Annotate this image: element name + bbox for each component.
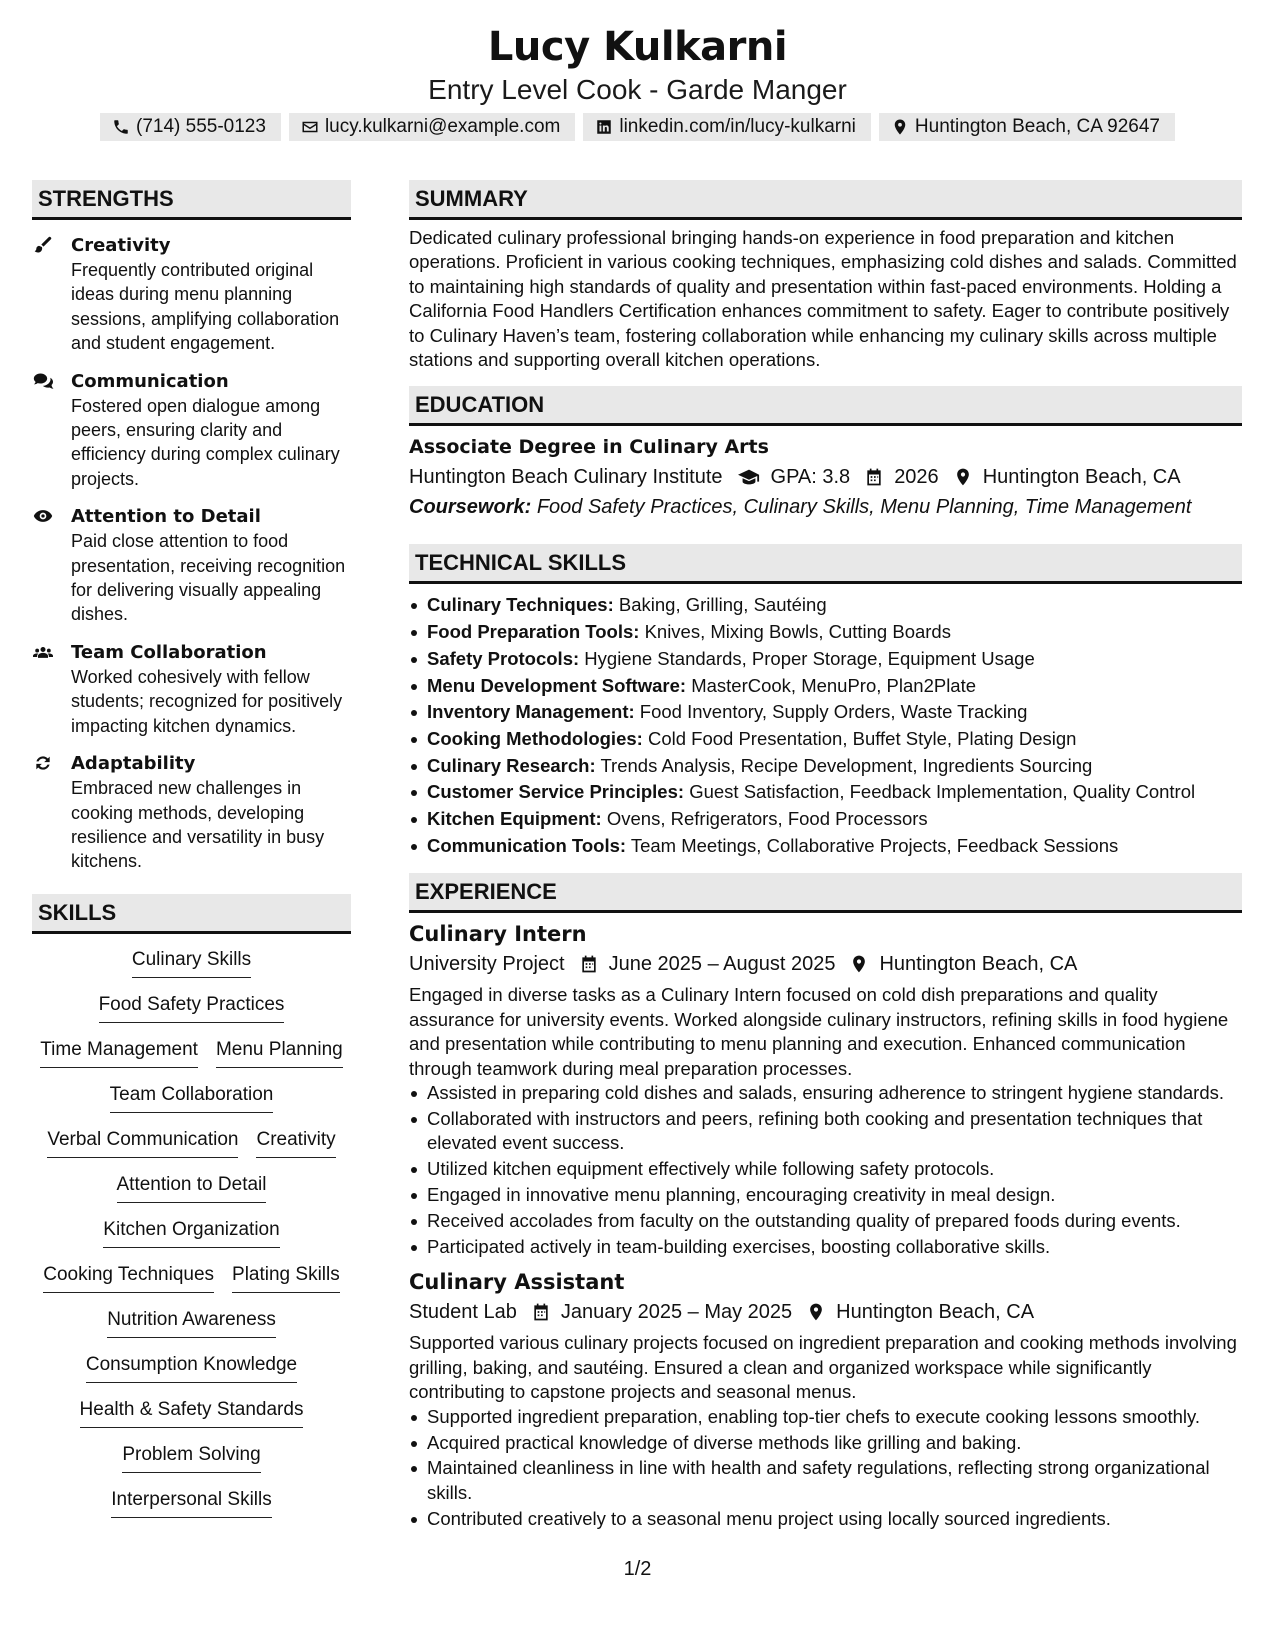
school-name: Huntington Beach Culinary Institute bbox=[409, 466, 723, 489]
job-meta bbox=[409, 949, 1242, 979]
gpa-text: GPA: 3.8 bbox=[770, 466, 851, 489]
left-column bbox=[32, 180, 351, 1533]
school-location: Huntington Beach, CA bbox=[982, 466, 1181, 489]
list-item: Utilized kitchen equipment effectively while following safety protocols. bbox=[409, 1157, 1242, 1181]
strength-title: Communication bbox=[71, 370, 229, 392]
list-item: Maintained cleanliness in line with health and safety regulations, reflecting strong organizational skills. bbox=[409, 1456, 1242, 1505]
skill-tag: Food Safety Practices bbox=[99, 993, 285, 1023]
calendar-icon bbox=[579, 954, 599, 974]
candidate-name: Lucy Kulkarni bbox=[487, 24, 788, 70]
phone-text: (714) 555-0123 bbox=[136, 116, 266, 137]
skill-value: MasterCook, MenuPro, Plan2Plate bbox=[691, 674, 977, 696]
skill-tag: Culinary Skills bbox=[132, 948, 251, 978]
skill-label: Food Preparation Tools: bbox=[427, 621, 640, 643]
strength-title: Creativity bbox=[71, 235, 171, 256]
list-item bbox=[409, 833, 1242, 860]
education-heading: EDUCATION bbox=[409, 386, 1242, 426]
coursework bbox=[409, 492, 1242, 522]
skill-value: Knives, Mixing Bowls, Cutting Boards bbox=[644, 621, 951, 643]
job-description: Supported various culinary projects focused on ingredient preparation and cooking methods involving grilling, baking, and sautéing. Ensured a clean and organized workspace while significantly contributing to capstone projects and seasonal menus. bbox=[409, 1332, 1237, 1403]
job-bullets bbox=[409, 1081, 1242, 1259]
skill-tag: Team Collaboration bbox=[110, 1083, 274, 1113]
job-bullets bbox=[409, 1405, 1242, 1532]
education-meta bbox=[409, 462, 1242, 492]
job-title: Culinary Assistant bbox=[409, 1270, 625, 1295]
map-marker-icon bbox=[891, 118, 909, 136]
strength-item bbox=[32, 752, 351, 874]
list-item bbox=[409, 779, 1242, 806]
skill-label: Communication Tools: bbox=[427, 834, 627, 856]
linkedin-text: linkedin.com/in/lucy-kulkarni bbox=[619, 116, 856, 137]
skill-tag: Nutrition Awareness bbox=[107, 1308, 276, 1338]
contact-bar bbox=[0, 113, 1275, 141]
experience-heading: EXPERIENCE bbox=[409, 873, 1242, 913]
list-item: Received accolades from faculty on the outstanding quality of prepared foods during events. bbox=[409, 1209, 1242, 1233]
strengths-heading: STRENGTHS bbox=[32, 180, 351, 220]
job-location: Huntington Beach, CA bbox=[836, 1301, 1035, 1324]
strength-desc: Worked cohesively with fellow students; recognized for positively impacting kitchen dynamics. bbox=[71, 666, 343, 736]
skill-tag: Kitchen Organization bbox=[103, 1218, 279, 1248]
job-entry bbox=[409, 919, 1242, 1259]
skill-tag: Verbal Communication bbox=[47, 1128, 238, 1158]
skill-label: Inventory Management: bbox=[427, 701, 635, 723]
list-item: Contributed creatively to a seasonal menu project using locally sourced ingredients. bbox=[409, 1507, 1242, 1531]
strength-desc: Embraced new challenges in cooking methods, developing resilience and versatility in busy kitchens. bbox=[71, 778, 325, 872]
skill-value: Ovens, Refrigerators, Food Processors bbox=[606, 808, 928, 830]
contact-location bbox=[879, 113, 1175, 141]
coursework-label: Coursework: bbox=[409, 496, 532, 519]
skill-value: Baking, Grilling, Sautéing bbox=[618, 594, 827, 616]
job-dates: June 2025 – August 2025 bbox=[608, 953, 836, 976]
skill-label: Customer Service Principles: bbox=[427, 781, 685, 803]
skill-value: Hygiene Standards, Proper Storage, Equipment Usage bbox=[584, 647, 1035, 669]
job-title: Culinary Intern bbox=[409, 922, 587, 947]
contact-phone[interactable] bbox=[100, 113, 281, 141]
strength-title: Adaptability bbox=[71, 753, 196, 775]
skill-value: Food Inventory, Supply Orders, Waste Tracking bbox=[639, 701, 1028, 723]
graduation-cap-icon bbox=[737, 466, 761, 488]
strength-item bbox=[32, 641, 351, 738]
coursework-list: Food Safety Practices, Culinary Skills, Menu Planning, Time Management bbox=[536, 496, 1192, 519]
list-item bbox=[409, 806, 1242, 833]
skill-tag: Plating Skills bbox=[232, 1263, 340, 1293]
list-item bbox=[409, 753, 1242, 780]
technical-skills-list bbox=[409, 592, 1242, 859]
list-item bbox=[409, 726, 1242, 753]
right-column bbox=[409, 180, 1242, 1533]
skill-tag: Time Management bbox=[40, 1038, 198, 1068]
job-meta bbox=[409, 1297, 1242, 1327]
list-item: Collaborated with instructors and peers, refining both cooking and presentation techniques that elevated event success. bbox=[409, 1107, 1242, 1156]
skill-tag: Interpersonal Skills bbox=[111, 1488, 272, 1518]
list-item: Participated actively in team-building exercises, boosting collaborative skills. bbox=[409, 1235, 1242, 1259]
skill-tag: Health & Safety Standards bbox=[80, 1398, 304, 1428]
envelope-icon bbox=[301, 118, 319, 136]
skill-label: Safety Protocols: bbox=[427, 647, 580, 669]
map-marker-icon bbox=[953, 467, 973, 487]
skill-label: Cooking Methodologies: bbox=[427, 727, 643, 749]
skill-tag: Consumption Knowledge bbox=[86, 1353, 297, 1383]
skill-tag: Creativity bbox=[256, 1128, 335, 1158]
comments-icon bbox=[32, 371, 54, 391]
location-text: Huntington Beach, CA 92647 bbox=[914, 116, 1160, 137]
linkedin-icon bbox=[595, 118, 613, 136]
list-item bbox=[409, 619, 1242, 646]
skill-label: Kitchen Equipment: bbox=[427, 808, 602, 830]
users-icon bbox=[32, 642, 54, 662]
job-org: Student Lab bbox=[409, 1301, 517, 1324]
skill-label: Culinary Research: bbox=[427, 754, 596, 776]
list-item: Engaged in innovative menu planning, encouraging creativity in meal design. bbox=[409, 1183, 1242, 1207]
calendar-icon bbox=[864, 467, 884, 487]
degree-name: Associate Degree in Culinary Arts bbox=[409, 436, 769, 459]
map-marker-icon bbox=[806, 1302, 826, 1322]
skill-value: Guest Satisfaction, Feedback Implementation, Quality Control bbox=[689, 781, 1196, 803]
list-item bbox=[409, 646, 1242, 673]
skill-value: Team Meetings, Collaborative Projects, Feedback Sessions bbox=[630, 834, 1119, 856]
skill-tag: Attention to Detail bbox=[117, 1173, 267, 1203]
summary-heading: SUMMARY bbox=[409, 180, 1242, 220]
list-item bbox=[409, 673, 1242, 700]
technical-skills-heading: TECHNICAL SKILLS bbox=[409, 544, 1242, 584]
phone-icon bbox=[112, 118, 130, 136]
calendar-icon bbox=[531, 1302, 551, 1322]
job-title-heading: Entry Level Cook - Garde Manger bbox=[428, 74, 847, 105]
job-org: University Project bbox=[409, 953, 565, 976]
contact-email[interactable] bbox=[289, 113, 575, 141]
skill-tag: Cooking Techniques bbox=[43, 1263, 214, 1293]
eye-icon bbox=[32, 506, 54, 526]
list-item: Assisted in preparing cold dishes and salads, ensuring adherence to stringent hygiene standards. bbox=[409, 1081, 1242, 1105]
list-item bbox=[409, 592, 1242, 619]
job-entry bbox=[409, 1267, 1242, 1531]
strength-title: Team Collaboration bbox=[71, 641, 267, 663]
email-text: lucy.kulkarni@example.com bbox=[324, 116, 561, 137]
skills-cloud bbox=[32, 948, 351, 1533]
list-item: Supported ingredient preparation, enabling top-tier chefs to execute cooking lessons smoothly. bbox=[409, 1405, 1242, 1429]
strength-item bbox=[32, 234, 351, 356]
map-marker-icon bbox=[849, 954, 869, 974]
skill-value: Cold Food Presentation, Buffet Style, Plating Design bbox=[647, 727, 1077, 749]
list-item bbox=[409, 699, 1242, 726]
strength-item bbox=[32, 505, 351, 627]
list-item: Acquired practical knowledge of diverse methods like grilling and baking. bbox=[409, 1431, 1242, 1455]
job-description: Engaged in diverse tasks as a Culinary Intern focused on cold dish preparations and quality assurance for university events. Worked alongside culinary instructors, refining skills in food hygiene and presentation while contributing to menu planning and execution. Enhanced communication through teamwork during meal preparation processes. bbox=[409, 984, 1229, 1079]
strength-desc: Paid close attention to food presentation, receiving recognition for delivering visually appealing dishes. bbox=[71, 531, 346, 625]
skill-label: Culinary Techniques: bbox=[427, 594, 614, 616]
strength-title: Attention to Detail bbox=[71, 506, 261, 528]
job-dates: January 2025 – May 2025 bbox=[560, 1301, 793, 1324]
skill-tag: Problem Solving bbox=[122, 1443, 260, 1473]
skills-heading: SKILLS bbox=[32, 894, 351, 934]
strength-desc: Fostered open dialogue among peers, ensuring clarity and efficiency during complex culinary projects. bbox=[71, 395, 340, 489]
sync-icon bbox=[32, 753, 54, 773]
strength-item bbox=[32, 370, 351, 492]
page-number: 1/2 bbox=[623, 1558, 652, 1580]
skill-label: Menu Development Software: bbox=[427, 674, 687, 696]
strength-desc: Frequently contributed original ideas during menu planning sessions, amplifying collaboration and student engagement. bbox=[71, 260, 340, 354]
paintbrush-icon bbox=[32, 235, 54, 255]
contact-linkedin[interactable] bbox=[583, 113, 871, 141]
skill-tag: Menu Planning bbox=[216, 1038, 343, 1068]
summary-text: Dedicated culinary professional bringing hands-on experience in food preparation and kitchen operations. Proficient in various cooking techniques, emphasizing cold dishes and salads. Committed to maintaining high standards of quality and presentation within fast-paced environments. Holding a California Food Handlers Certification enhances commitment to safety. Eager to contribute positively to Culinary Haven’s team, fostering collaboration while enhancing my culinary skills across multiple stations and supporting overall kitchen operations. bbox=[409, 227, 1237, 371]
skill-value: Trends Analysis, Recipe Development, Ingredients Sourcing bbox=[600, 754, 1093, 776]
job-location: Huntington Beach, CA bbox=[879, 953, 1078, 976]
graduation-year: 2026 bbox=[894, 466, 939, 489]
